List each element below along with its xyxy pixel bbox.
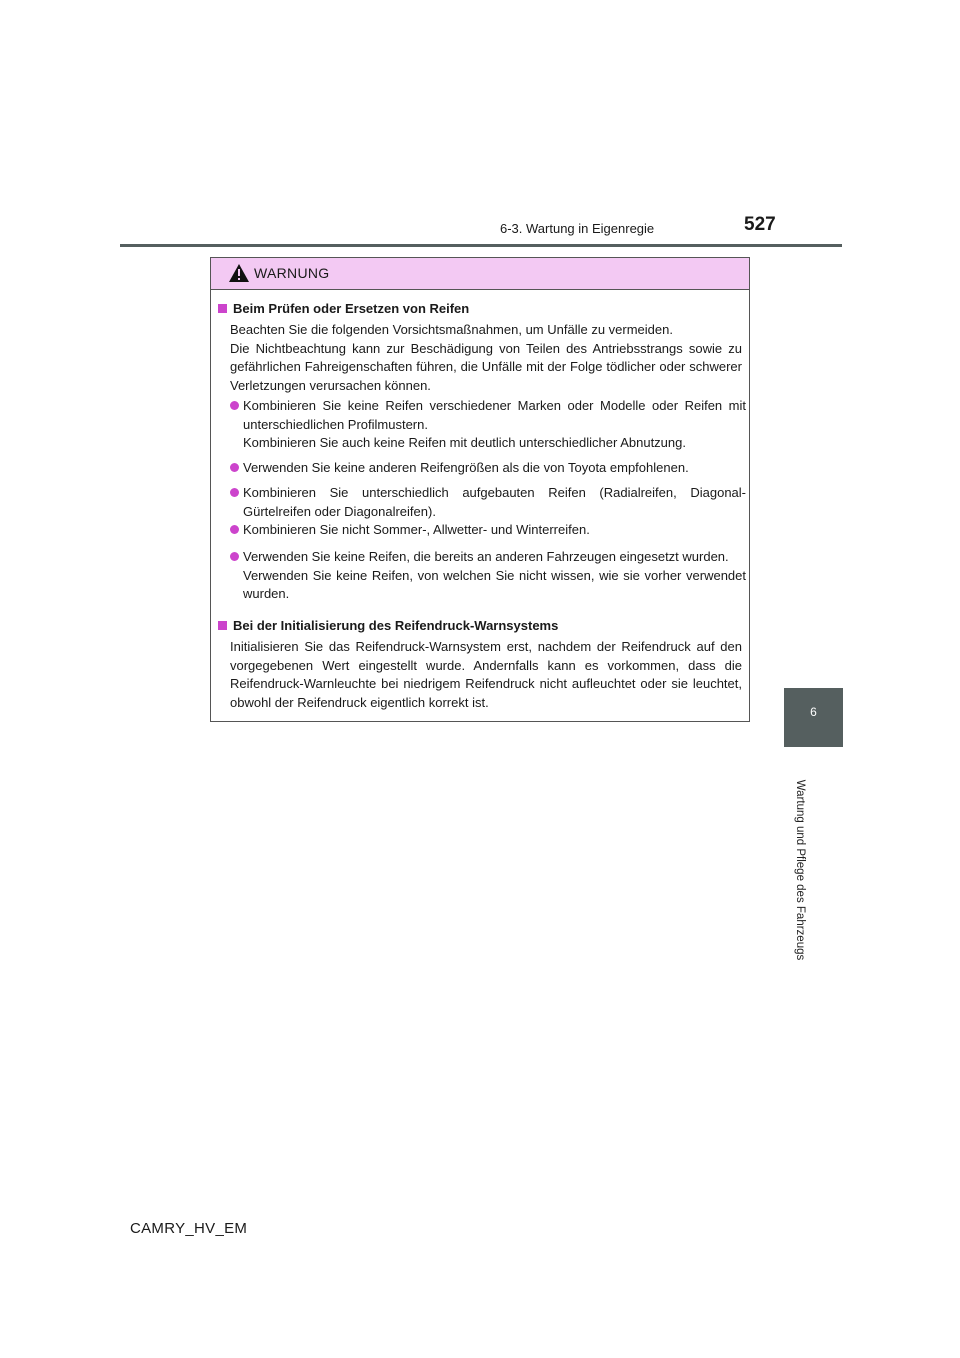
intro-paragraph: Die Nichtbeachtung kann zur Beschädigung von Teilen des Antriebsstrangs sowie zu gefährlichen Fahreigenschaften führen, die Unfälle mit der Folge tödlicher oder schwerer Verletzungen verursachen können. — [230, 340, 742, 393]
list-item — [230, 397, 746, 453]
warning-title: WARNUNG — [254, 265, 330, 281]
chapter-tab — [784, 688, 843, 747]
footer-code: CAMRY_HV_EM — [130, 1220, 248, 1237]
header-rule — [120, 244, 842, 247]
warning-box — [210, 257, 750, 722]
bullet-line: Kombinieren Sie unterschiedlich aufgebauten Reifen (Radialreifen, Diagonal-Gürtelreifen oder Diagonalreifen). — [243, 485, 746, 519]
bullet-line: Verwenden Sie keine anderen Reifengrößen als die von Toyota empfohlenen. — [243, 460, 689, 475]
warning-header — [211, 258, 749, 290]
bullet-line: Kombinieren Sie nicht Sommer-, Allwetter- und Winterreifen. — [243, 522, 590, 537]
square-bullet-icon — [218, 621, 227, 630]
list-item — [230, 521, 746, 540]
section-intro — [230, 321, 742, 395]
bullet-line: Verwenden Sie keine Reifen, die bereits an anderen Fahrzeugen eingesetzt wurden. — [243, 549, 729, 564]
list-item — [230, 548, 746, 604]
chapter-number: 6 — [810, 705, 817, 719]
bullet-text — [243, 548, 746, 604]
bullet-line: Verwenden Sie keine Reifen, von welchen Sie nicht wissen, wie sie vorher verwendet wurden. — [243, 567, 746, 601]
square-bullet-icon — [218, 304, 227, 313]
page-number: 527 — [744, 214, 776, 235]
round-bullet-icon — [230, 401, 239, 410]
round-bullet-icon — [230, 488, 239, 497]
intro-paragraph: Initialisieren Sie das Reifendruck-Warnsystem erst, nachdem der Reifendruck auf den vorgegebenen Wert eingestellt wurde. Andernfalls kann es vorkommen, dass die Reifendruck-Warnleuchte bei niedrigem Reifendruck nicht aufleuchtet oder sie leuchtet, obwohl der Reifendruck eigentlich korrekt ist. — [230, 639, 742, 710]
list-item — [230, 459, 746, 478]
bullet-text — [243, 459, 746, 478]
bullet-text — [243, 521, 746, 540]
round-bullet-icon — [230, 525, 239, 534]
intro-line: Beachten Sie die folgenden Vorsichtsmaßnahmen, um Unfälle zu vermeiden. — [230, 322, 673, 337]
round-bullet-icon — [230, 552, 239, 561]
round-bullet-icon — [230, 463, 239, 472]
section-intro — [230, 638, 742, 712]
header-section-title: 6-3. Wartung in Eigenregie — [500, 221, 655, 236]
chapter-label: Wartung und Pflege des Fahrzeugs — [794, 779, 806, 961]
section-heading — [218, 618, 558, 633]
warning-triangle-icon — [229, 264, 249, 282]
bullet-line: Kombinieren Sie auch keine Reifen mit deutlich unterschiedlicher Abnutzung. — [243, 435, 686, 450]
bullet-line: Kombinieren Sie keine Reifen verschiedener Marken oder Modelle oder Reifen mit unterschiedlichen Profilmustern. — [243, 398, 746, 432]
section-heading — [218, 301, 469, 316]
list-item — [230, 484, 746, 521]
section-heading-text: Bei der Initialisierung des Reifendruck-Warnsystems — [233, 618, 559, 633]
bullet-text — [243, 397, 746, 453]
section-heading-text: Beim Prüfen oder Ersetzen von Reifen — [233, 301, 470, 316]
bullet-text — [243, 484, 746, 521]
